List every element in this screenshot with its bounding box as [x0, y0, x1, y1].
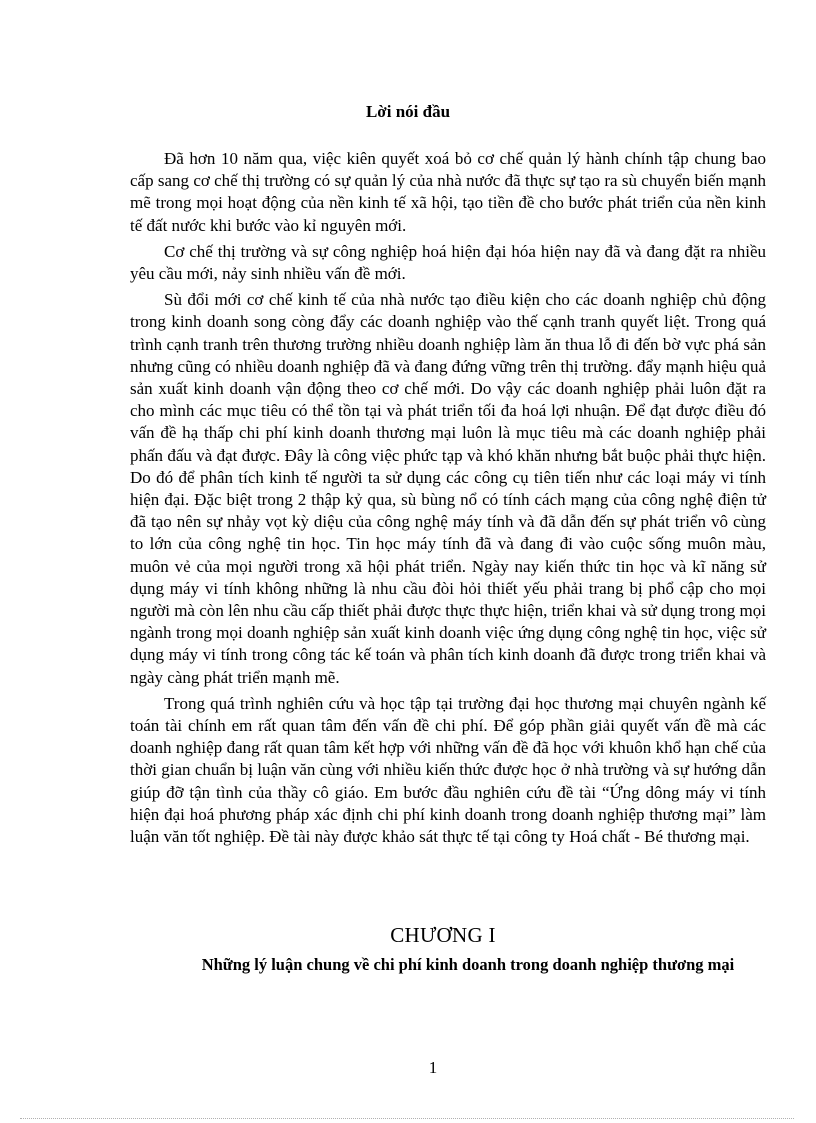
paragraph-2: Cơ chế thị trường và sự công nghiệp hoá hiện đại hóa hiện nay đã và đang đặt ra nhiều yêu cầu mới, nảy sinh nhiều vấn đề mới. — [130, 241, 766, 284]
page-title: Lời nói đầu — [365, 102, 451, 121]
paragraph-3: Sù đổi mới cơ chế kinh tế của nhà nước tạo điều kiện cho các doanh nghiệp chủ động trong kinh doanh song còng đẩy các doanh nghiệp vào thế cạnh tranh quyết liệt. Trong quá trình cạnh tranh trên thương trường nhiều doanh nghiệp làm ăn thua lỗ đi đến bờ vực phá sản nhưng cũng có nhiều doanh nghiệp đã và đang đứng vững trên thị trường. đẩy mạnh hiệu quả sản xuất kinh doanh vận động theo cơ chế mới. Do vậy các doanh nghiệp phải luôn đặt ra cho mình các mục tiêu có thể tồn tại và phát triển tối đa hoá lợi nhuận. Để đạt được điều đó vấn đề hạ thấp chi phí kinh doanh thương mại luôn là mục tiêu mà các doanh nghiệp phải phấn đấu và đạt được. Đây là công việc phức tạp và khó khăn nhưng bắt buộc phải thực hiện. Do đó để phân tích kinh tế người ta sử dụng các công cụ tiên tiến như các loại máy vi tính hiện đại. Đặc biệt trong 2 thập kỷ qua, sù bùng nổ có tính cách mạng của công nghệ điện tử đã tạo nên sự nhảy vọt kỳ diệu của công nghệ máy tính và đã dẫn đến sự phát triển vô cùng to lớn của công nghệ tin học. Tin học máy tính đã và đang đi vào cuộc sống muôn màu, muôn vẻ của mọi người trong xã hội phát triển. Ngày nay kiến thức tin học và kĩ năng sử dụng máy vi tính không những là nhu cầu đòi hỏi thiết yếu phải trang bị phổ cập cho mọi người mà còn lên nhu cầu cấp thiết phải được thực thực hiện, triển khai và sử dụng trong mọi ngành trong mọi doanh nghiệp sản xuất kinh doanh việc ứng dụng công nghệ tin học, việc sử dụng máy vi tính trong công tác kế toán và phân tích kinh doanh đã được trong triển khai và ngày càng phát triển mạnh mẽ. — [130, 290, 766, 687]
paragraph-4: Trong quá trình nghiên cứu và học tập tại trường đại học thương mại chuyên ngành kế toán tài chính em rất quan tâm đến vấn đề chi phí. Để góp phần giải quyết vấn đề mà các doanh nghiệp đang rất quan tâm kết hợp với những vấn đề đã học với khuôn khổ hạn chế của thời gian chuẩn bị luận văn cùng với nhiều kiến thức được học ở nhà trường và sự hướng dẫn giúp đỡ tận tình của thầy cô giáo. Em bước đầu nghiên cứu đề tài “Ứng dông máy vi tính hiện đại hoá phương pháp xác định chi phí kinh doanh trong doanh nghiệp thương mại” làm luận văn tốt nghiệp. Đề tài này được khảo sát thực tế tại công ty Hoá chất - Bé thương mại. — [130, 693, 766, 847]
page-number: 1 — [428, 1058, 438, 1077]
body-text — [130, 148, 766, 852]
chapter-subtitle: Những lý luận chung về chi phí kinh doanh trong doanh nghiệp thương mại — [201, 955, 735, 974]
paragraph-1: Đã hơn 10 năm qua, việc kiên quyết xoá bỏ cơ chế quản lý hành chính tập chung bao cấp sang cơ chế thị trường có sự quản lý của nhà nước đã thực sự tạo ra sù chuyển biến mạnh mẽ trong mọi hoạt động của nền kinh tế xã hội, tạo tiền đề cho bước phát triển của nền kinh tế đất nước khi bước vào kỉ nguyên mới. — [130, 149, 766, 235]
footer-divider — [20, 1118, 794, 1119]
chapter-heading: CHƯƠNG I — [390, 923, 496, 947]
